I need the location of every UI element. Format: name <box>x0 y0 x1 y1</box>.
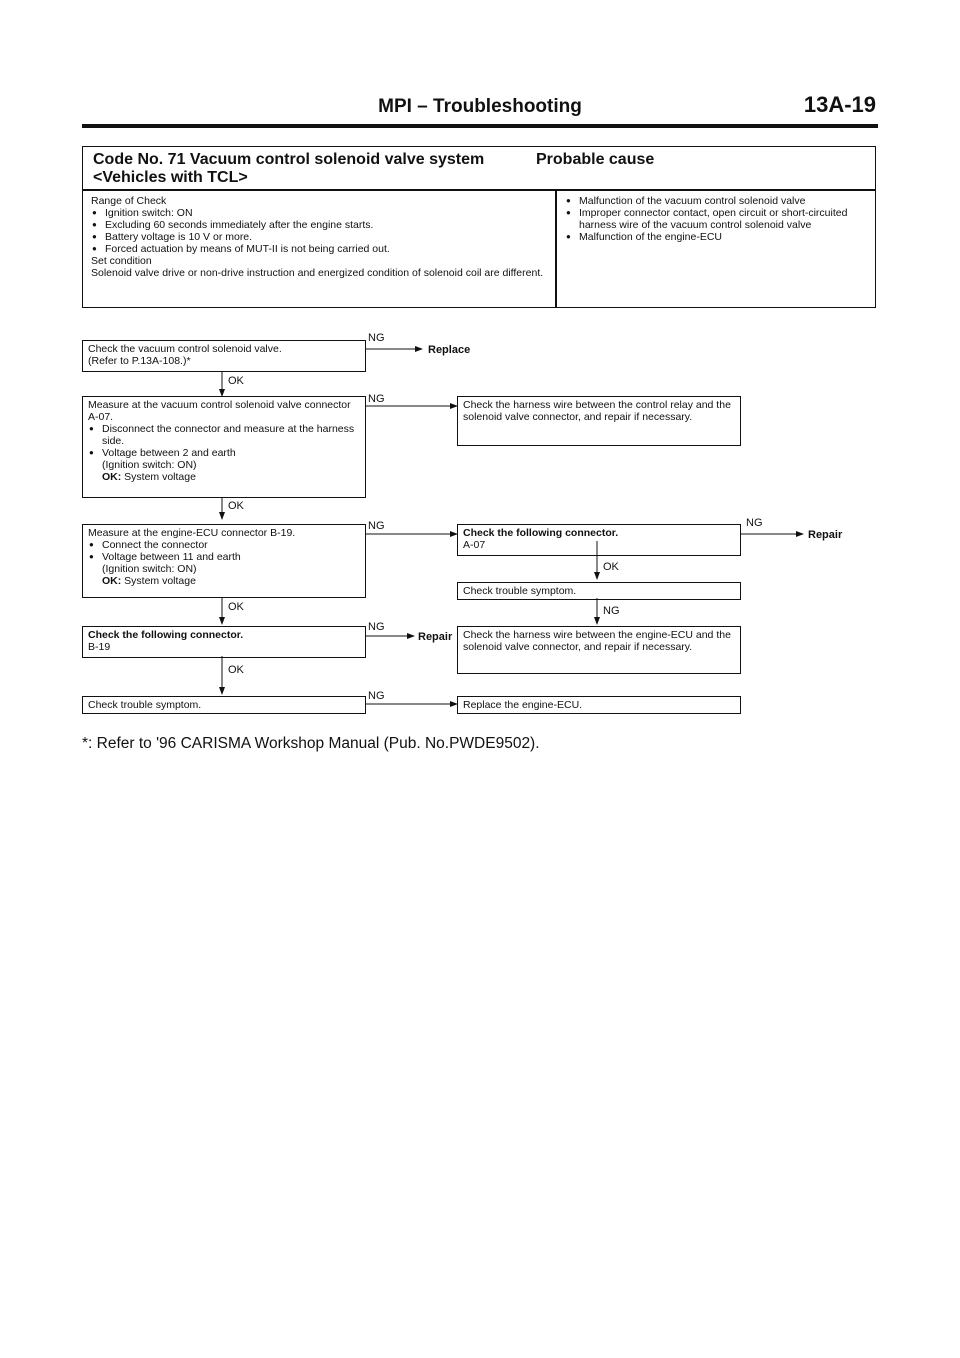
ok-label: OK <box>228 601 244 613</box>
repair-result: Repair <box>808 529 843 541</box>
list-item: ● Ignition switch: ON <box>91 207 551 219</box>
flow-step-4: Check the following connector. B-19 <box>82 626 366 658</box>
range-of-check: Range of Check ● Ignition switch: ON ● Excluding 60 seconds immediately after the engine starts. ● Battery voltage is 10 V or more. ● Forced actuation by means of MUT-II is not being carried out. Set condition Solenoid valve drive or non-drive instruction and energized condition of solenoid coil are different. <box>91 195 551 279</box>
list-item: ● Disconnect the connector and measure at the harness side. <box>88 423 360 447</box>
ng-label: NG <box>368 332 385 344</box>
page-number: 13A-19 <box>803 92 876 117</box>
ng-label: NG <box>368 690 385 702</box>
probable-cause-title: Probable cause <box>536 151 655 168</box>
ok-label: OK <box>603 561 619 573</box>
list-item: ● Excluding 60 seconds immediately after the engine starts. <box>91 219 551 231</box>
code-title: Code No. 71 Vacuum control solenoid valve system <Vehicles with TCL> <box>93 151 485 186</box>
list-item: ● Voltage between 2 and earth <box>88 447 360 459</box>
ok-label: OK <box>228 375 244 387</box>
flow-step-3-ng: Check the following connector. A-07 <box>457 524 741 556</box>
repair-result: Repair <box>418 631 453 643</box>
flow-step-5-ng: Replace the engine-ECU. <box>457 696 741 714</box>
flow-step-2: Measure at the vacuum control solenoid valve connector A-07. ● Disconnect the connector and measure at the harness side. ● Voltage between 2 and earth (Ignition switch: ON) OK: System voltage <box>82 396 366 498</box>
list-item: ● Improper connector contact, open circuit or short-circuited harness wire of the vacuum control solenoid valve <box>565 207 870 231</box>
ng-label: NG <box>368 621 385 633</box>
flow-step-2-ng: Check the harness wire between the control relay and the solenoid valve connector, and repair if necessary. <box>457 396 741 446</box>
ok-label: OK <box>228 500 244 512</box>
ng-label: NG <box>603 605 620 617</box>
section-title: MPI – Troubleshooting <box>378 96 582 117</box>
flow-step-5: Check trouble symptom. <box>82 696 366 714</box>
set-condition-heading: Set condition <box>91 255 152 267</box>
replace-result: Replace <box>428 344 471 356</box>
ng-label: NG <box>368 393 385 405</box>
list-item: ● Malfunction of the vacuum control solenoid valve <box>565 195 870 207</box>
footnote: *: Refer to '96 CARISMA Workshop Manual (Pub. No.PWDE9502). <box>82 735 540 752</box>
list-item: ● Forced actuation by means of MUT-II is not being carried out. <box>91 243 551 255</box>
ng-label: NG <box>368 520 385 532</box>
list-item: ● Malfunction of the engine-ECU <box>565 231 870 243</box>
set-condition-text: Solenoid valve drive or non-drive instruction and energized condition of solenoid coil are different. <box>91 267 544 279</box>
list-item: ● Connect the connector <box>88 539 360 551</box>
list-item: ● Voltage between 11 and earth <box>88 551 360 563</box>
list-item: ● Battery voltage is 10 V or more. <box>91 231 551 243</box>
flow-step-3-ng-ok: Check trouble symptom. <box>457 582 741 600</box>
ng-label: NG <box>746 517 763 529</box>
flow-step-3-ng-ng: Check the harness wire between the engine-ECU and the solenoid valve connector, and repair if necessary. <box>457 626 741 674</box>
flow-step-3: Measure at the engine-ECU connector B-19. ● Connect the connector ● Voltage between 11 and earth (Ignition switch: ON) OK: System voltage <box>82 524 366 598</box>
flow-step-1: Check the vacuum control solenoid valve. (Refer to P.13A-108.)* <box>82 340 366 372</box>
ok-label: OK <box>228 664 244 676</box>
